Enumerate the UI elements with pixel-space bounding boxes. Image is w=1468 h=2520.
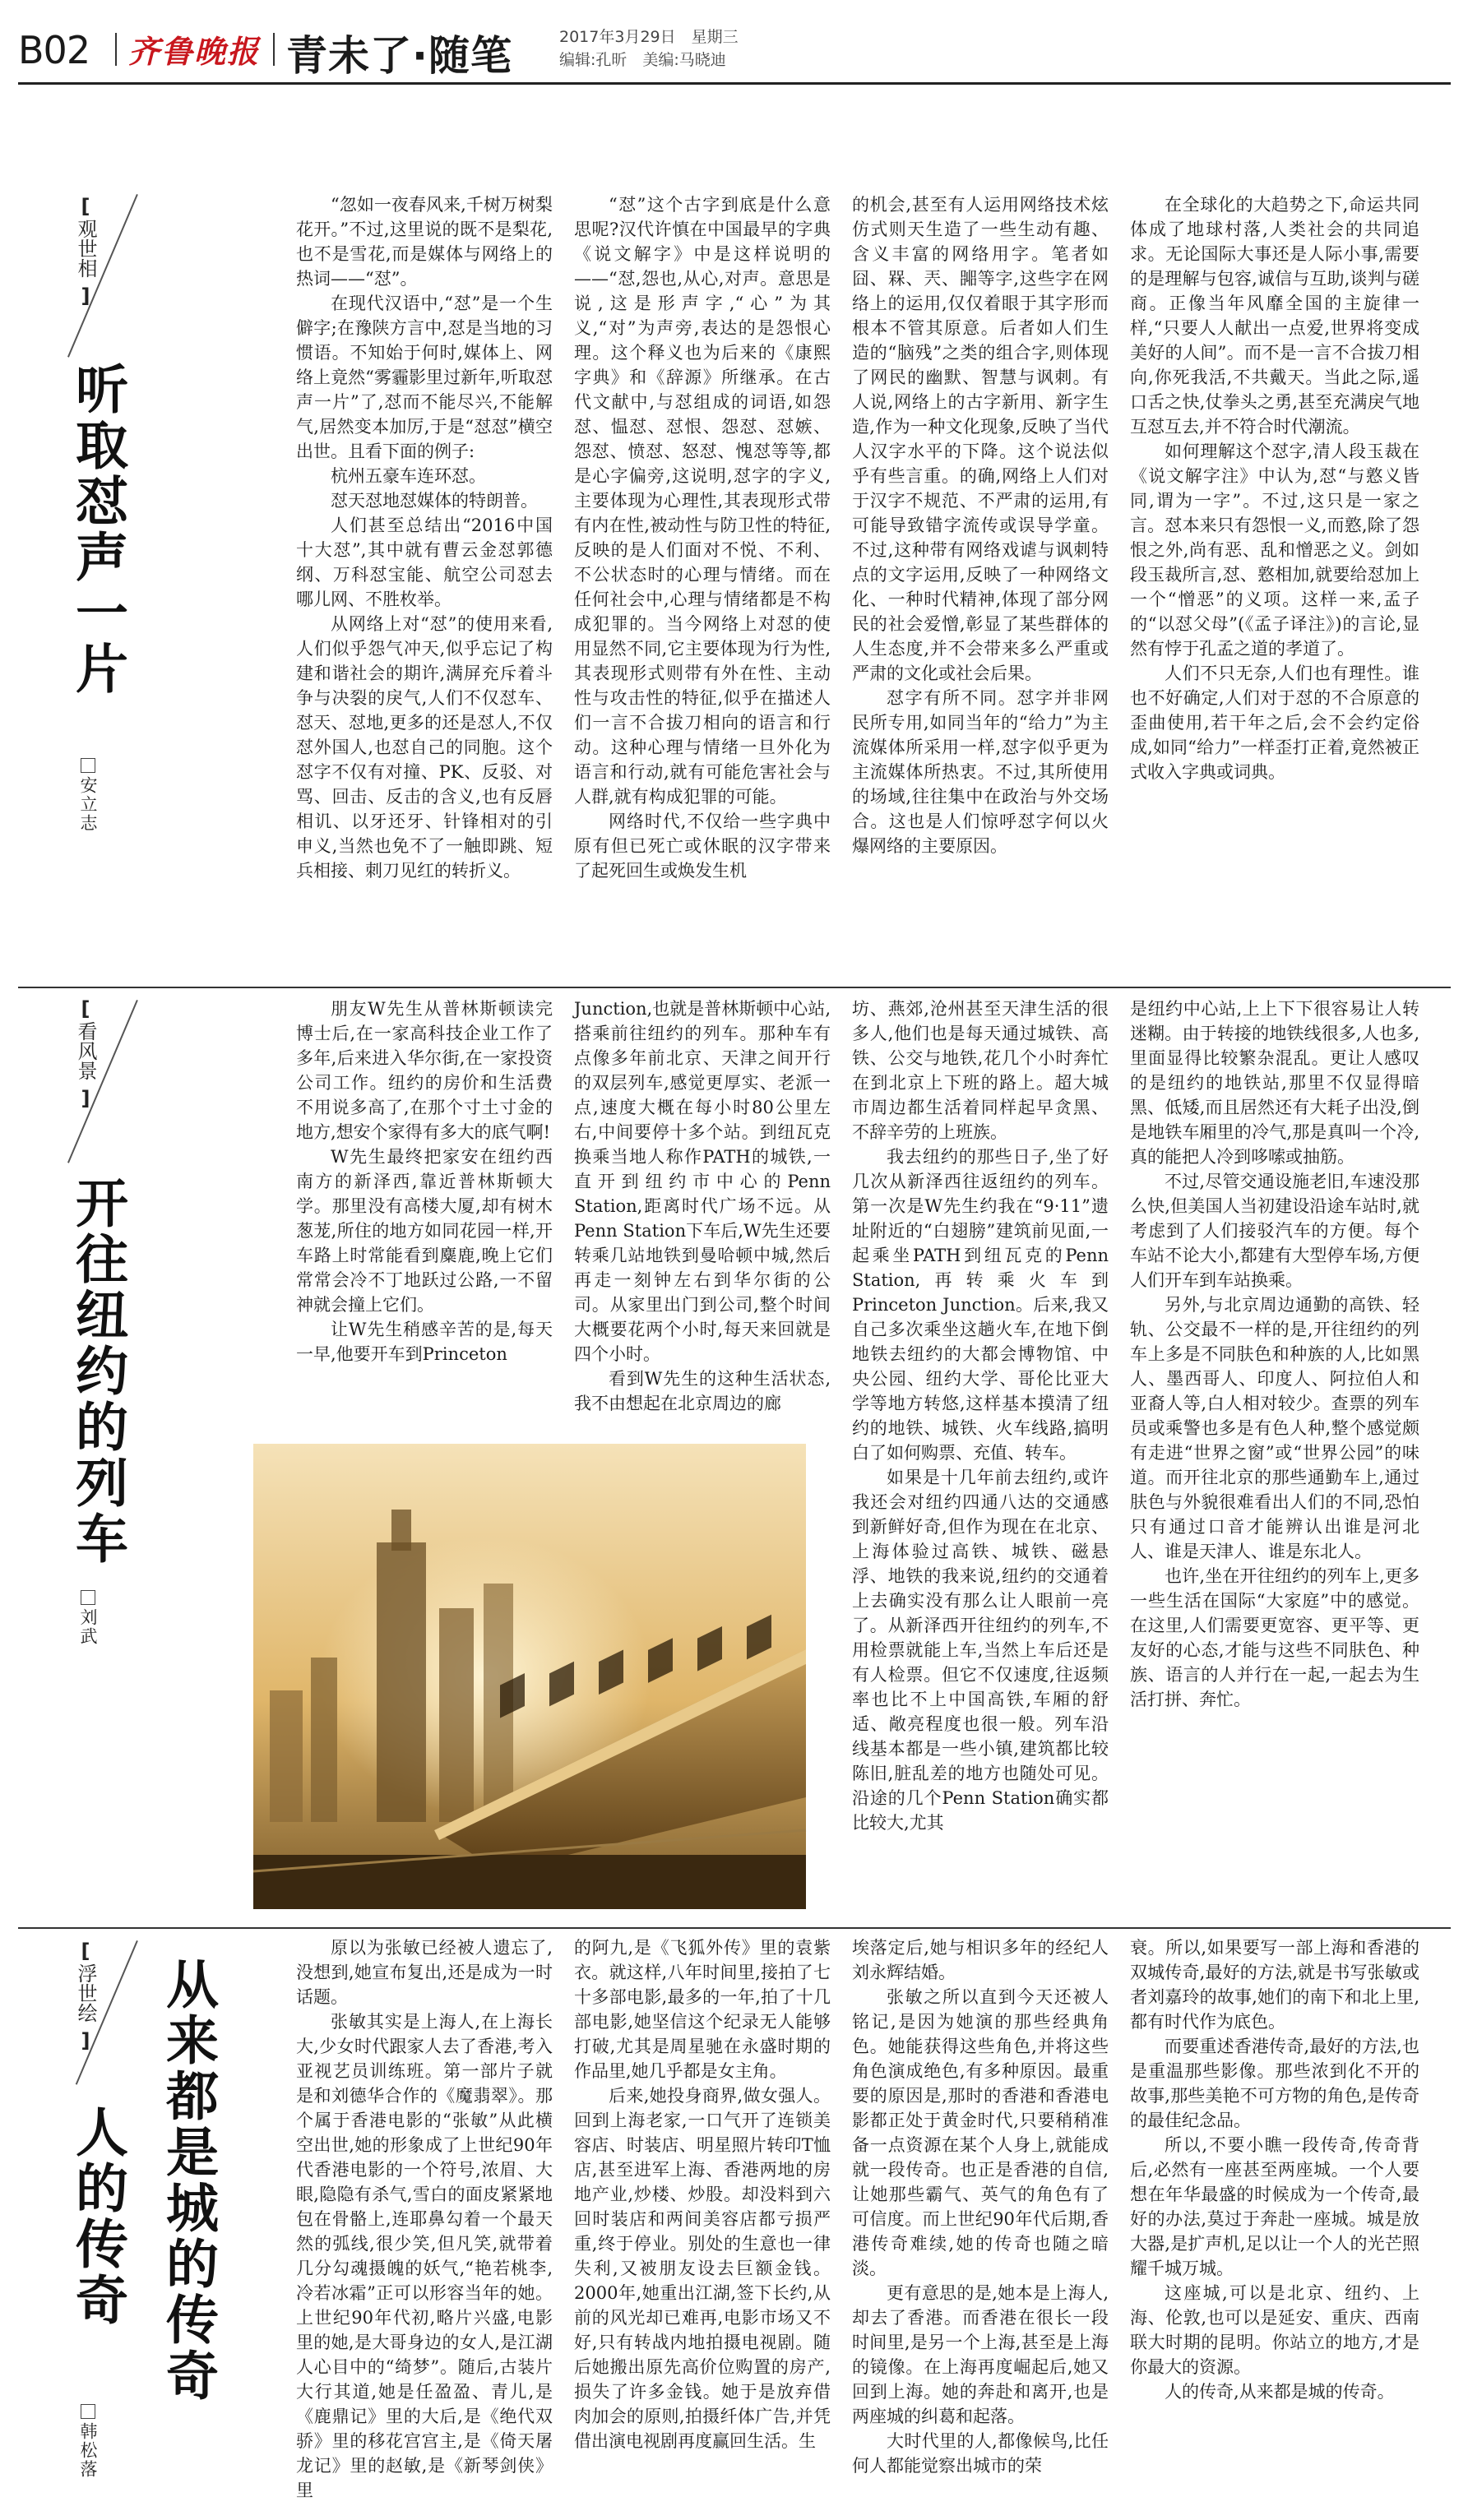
article-separator <box>18 1927 1451 1929</box>
article-body-col4: 是纽约中心站,上上下下很容易让人转迷糊。由于转接的地铁线很多,人也多,里面显得比较繁杂混乱。更让人感叹的是纽约的地铁站,那里不仅显得暗黑、低矮,而且居然还有大耗子出没,倒是地铁车厢里的冷气,那是真叫一个冷,真的能把人冷到哆嗦或抽筋。 不过,尽管交通设施老旧,车速没那么快,但美国人当初建设沿途车站时,就考虑到了人们接驳汽车的方便。每个车站不论大小,都建有大型停车场,方便人们开车到车站换乘。 另外,与北京周边通勤的高铁、轻轨、公交最不一样的是,开往纽约的列车上多是不同肤色和种族的人,比如黑人、墨西哥人、印度人、阿拉伯人和亚裔人等,白人相对较少。查票的列车员或乘警也多是有色人种,整个感觉颇有走进“世界之窗”或“世界公园”的味道。而开往北京的那些通勤车上,通过肤色与外貌很难看出人们的不同,恐怕只有通过口音才能辨认出谁是河北人、谁是天津人、谁是东北人。 也许,坐在开往纽约的列车上,更多一些生活在国际“大家庭”中的感觉。在这里,人们需要更宽容、更平等、更友好的心态,才能与这些不同肤色、种族、语言的人并行在一起,一起去为生活打拼、奔忙。 <box>1130 999 1419 1709</box>
article-body-col1: “忽如一夜春风来,千树万树梨花开。”不过,这里说的既不是梨花,也不是雪花,而是媒体与网络上的热词——“怼”。 在现代汉语中,“怼”是一个生僻字;在豫陕方言中,怼是当地的习惯语。不知始于何时,媒体上、网络上竟然“雾霾影里过新年,听取怼声一片”了,怼而不能尽兴,不能解气,居然变本加厉,于是“怼怼”横空出世。且看下面的例子: 杭州五豪车连环怼。 怼天怼地怼媒体的特朗普。 人们甚至总结出“2016中国十大怼”,其中就有曹云金怼郭德纲、万科怼宝能、航空公司怼去哪儿网、不胜枚举。 从网络上对“怼”的使用来看,人们似乎怨气冲天,似乎忘记了构建和谐社会的期许,满屏充斥着斗争与决裂的戾气,人们不仅怼车、怼天、怼地,更多的还是怼人,不仅怼外国人,也怼自己的同胞。这个怼字不仅有对撞、PK、反驳、对骂、回击、反击的含义,也有反唇相讥、以牙还牙、针锋相对的引申义,当然也免不了一触即跳、短兵相接、刺刀见红的转折义。 <box>296 195 553 881</box>
issue-date: 2017年3月29日 星期三 <box>559 28 739 46</box>
byline: 安立志 <box>76 758 100 833</box>
article-body-col1: 朋友W先生从普林斯顿读完博士后,在一家高科技企业工作了多年,后来进入华尔街,在一家投资公司工作。纽约的房价和生活费不用说多高了,在那个寸土寸金的地方,想安个家得有多大的底气啊! W先生最终把家安在纽约西南方的新泽西,靠近普林斯顿大学。那里没有高楼大厦,却有树木葱茏,所住的地方如同花园一样,开车路上时常能看到麋鹿,晚上它们常常会冷不丁地跃过公路,一不留神就会撞上它们。 让W先生稍感辛苦的是,每天一早,他要开车到Princeton <box>296 999 553 1364</box>
byline: 刘武 <box>76 1590 100 1646</box>
newspaper-logo: 齐鲁晚报 <box>128 33 261 70</box>
editor-credits: 编辑:孔昕 美编:马晓迪 <box>559 51 726 69</box>
masthead-rule <box>18 82 1451 85</box>
masthead-divider <box>115 33 117 66</box>
article-title: 听取怼声一片 <box>67 362 127 697</box>
article-body-col3: 坊、燕郊,沧州甚至天津生活的很多人,他们也是每天通过城铁、高铁、公交与地铁,花几个小时奔忙在到北京上下班的路上。超大城市周边都生活着同样起早贪黑、不辞辛劳的上班族。 我去纽约的那些日子,坐了好几次从新泽西往返纽约的列车。第一次是W先生约我在“9·11”遗址附近的“白翅膀”建筑前见面,一起乘坐PATH到纽瓦克的Penn Station,再转乘火车到Princeton Junction。后来,我又自己多次乘坐这趟火车,在地下倒地铁去纽约的大都会博物馆、中央公园、纽约大学、哥伦比亚大学等地方转悠,这样基本摸清了纽约的地铁、城铁、火车线路,搞明白了如何购票、充值、转车。 如果是十几年前去纽约,或许我还会对纽约四通八达的交通感到新鲜好奇,但作为现在在北京、上海体验过高铁、城铁、磁悬浮、地铁的我来说,纽约的交通着上去确实没有那么让人眼前一亮了。从新泽西开往纽约的列车,不用检票就能上车,当然上车后还是有人检票。但它不仅速度,往返频率也比不上中国高铁,车厢的舒适、敞亮程度也很一般。列车沿线基本都是一些小镇,建筑都比较陈旧,脏乱差的地方也随处可见。沿途的几个Penn Station确实都比较大,尤其 <box>852 999 1109 1833</box>
article-title: 开往纽约的列车 <box>67 1176 127 1567</box>
article-title-line2: 人的传奇 <box>67 2105 127 2328</box>
byline: 韩松落 <box>76 2404 100 2479</box>
article-body-col2: “怼”这个古字到底是什么意思呢?汉代许慎在中国最早的字典《说文解字》中是这样说明的——“怼,怨也,从心,对声。意思是说,这是形声字,“心”为其义,“对”为声旁,表达的是怨恨心理。这个释义也为后来的《康熙字典》和《辞源》所继承。在古代文献中,与怼组成的词语,如怨怼、愠怼、怼恨、怨怼、怼嫉、怨怼、愤怼、怒怼、愧怼等等,都是心字偏旁,这说明,怼字的字义,主要体现为心理性,其表现形式带有内在性,被动性与防卫性的特征,反映的是人们面对不悦、不利、不公状态时的心理与情绪。而在任何社会中,心理与情绪都是不构成犯罪的。当今网络上对怼的使用显然不同,它主要体现为行为性,其表现形式则带有外在性、主动性与攻击性的特征,似乎在描述人们一言不合拔刀相向的语言和行动。这种心理与情绪一旦外化为语言和行动,就有可能危害社会与人群,就有构成犯罪的可能。 网络时代,不仅给一些字典中原有但已死亡或休眠的汉字带来了起死回生或焕发生机 <box>574 195 831 881</box>
article-body-col1: 原以为张敏已经被人遗忘了,没想到,她宣布复出,还是成为一时话题。 张敏其实是上海人,在上海长大,少女时代跟家人去了香港,考入亚视艺员训练班。第一部片子就是和刘德华合作的《魔翡翠》。那个属于香港电影的“张敏”从此横空出世,她的形象成了上世纪90年代香港电影的一个符号,浓眉、大眼,隐隐有杀气,雪白的面皮紧紧地包在骨骼上,连耶鼻勾着一个最天然的弧线,很少笑,但凡笑,就带着几分勾魂摄魄的妖气,“艳若桃李,冷若冰霜”正可以形容当年的她。上世纪90年代初,略片兴盛,电影里的她,是大哥身边的女人,是江湖人心目中的“绮梦”。随后,古装片大行其道,她是任盈盈、青儿,是《鹿鼎记》里的大后,是《绝代双骄》里的移花宫宫主,是《倚天屠龙记》里的赵敏,是《新琴剑侠》里 <box>296 1938 553 2500</box>
article-separator <box>18 987 1451 988</box>
page-number: B02 <box>18 28 90 72</box>
column-tag: [ 观世相 ] <box>74 195 97 307</box>
article-body-col3: 埃落定后,她与相识多年的经纪人刘永辉结婚。 张敏之所以直到今天还被人铭记,是因为她演的那些经典角色。她能获得这些角色,并将这些角色演成绝色,有多种原因。最重要的原因是,那时的香港和香港电影都正处于黄金时代,只要稍稍准备一点资源在某个人身上,就能成就一段传奇。也正是香港的自信,让她那些霸气、英气的角色有了可信度。而上世纪90年代后期,香港传奇难续,她的传奇也随之暗淡。 更有意思的是,她本是上海人,却去了香港。而香港在很长一段时间里,是另一个上海,甚至是上海的镜像。在上海再度崛起后,她又回到上海。她的奔赴和离开,也是两座城的纠葛和起落。 大时代里的人,都像候鸟,比任何人都能觉察出城市的荣 <box>852 1938 1109 2476</box>
article-body-col2: 的阿九,是《飞狐外传》里的袁紫衣。就这样,八年时间里,接拍了七十多部电影,最多的一年,拍了十几部电影,她坚信这个纪录无人能够打破,尤其是周星驰在永盛时期的作品里,她几乎都是女主角。 后来,她投身商界,做女强人。回到上海老家,一口气开了连锁美容店、时装店、明星照片转印T恤店,甚至进军上海、香港两地的房地产业,炒楼、炒股。却没料到六回时装店和两间美容店都亏损严重,终于停业。别处的生意也一律失利,又被朋友设去巨额金钱。2000年,她重出江湖,签下长约,从前的风光却已难再,电影市场又不好,只有转战内地拍摄电视剧。随后她搬出原先高价位购置的房产,损失了许多金钱。她于是放弃借肉加会的原则,拍摄纤体广告,并凭借出演电视剧再度赢回生活。生 <box>574 1938 831 2451</box>
train-photo <box>253 1444 806 1909</box>
section-title: 青未了·随笔 <box>286 32 512 80</box>
article-body-col4: 衰。所以,如果要写一部上海和香港的双城传奇,最好的方法,就是书写张敏或者刘嘉玲的故事,她们的南下和北上里,都有时代作为底色。 而要重述香港传奇,最好的方法,也是重温那些影像。那些浓到化不开的故事,那些美艳不可方物的角色,是传奇的最佳纪念品。 所以,不要小瞧一段传奇,传奇背后,必然有一座甚至两座城。一个人要想在年华最盛的时候成为一个传奇,最好的办法,莫过于奔赴一座城。城是放大器,是扩声机,足以让一个人的光芒照耀千城万城。 这座城,可以是北京、纽约、上海、伦敦,也可以是延安、重庆、西南联大时期的昆明。你站立的地方,才是你最大的资源。 人的传奇,从来都是城的传奇。 <box>1130 1938 1419 2402</box>
article-body-col4: 在全球化的大趋势之下,命运共同体成了地球村落,人类社会的共同追求。无论国际大事还是人际小事,需要的是理解与包容,诚信与互助,谈判与磋商。正像当年风靡全国的主旋律一样,“只要人人献出一点爱,世界将变成美好的人间”。而不是一言不合拔刀相向,你死我活,不共戴天。当此之际,遥口舌之快,仗拳头之勇,甚至充满戾气地互怼互去,并不符合时代潮流。 如何理解这个怼字,清人段玉裁在《说文解字注》中认为,怼“与憝义皆同,谓为一字”。不过,这只是一家之言。怼本来只有怨恨一义,而憝,除了怨恨之外,尚有恶、乱和憎恶之义。剑如段玉裁所言,怼、憝相加,就要给怼加上一个“憎恶”的义项。这样一来,孟子的“以怼父母”(《孟子译注》)的言论,显然有悖于孔孟之道的孝道了。 人们不只无奈,人们也有理性。谁也不好确定,人们对于怼的不合原意的歪曲使用,若干年之后,会不会约定俗成,如同“给力”一样歪打正着,竟然被正式收入字典或词典。 <box>1130 195 1419 782</box>
article-title-line1: 从来都是城的传奇 <box>157 1957 218 2404</box>
train-photo-graphic <box>253 1444 806 1909</box>
column-tag: [ 看风景 ] <box>74 997 97 1110</box>
column-tag: [ 浮世绘 ] <box>74 1940 97 2052</box>
article-body-col2: Junction,也就是普林斯顿中心站,搭乘前往纽约的列车。那种车有点像多年前北京、天津之间开行的双层列车,感觉更厚实、老派一点,速度大概在每小时80公里左右,中间要停十多个站。到纽瓦克换乘当地人称作PATH的城铁,一直开到纽约市中心的Penn Station,距离时代广场不远。从Penn Station下车后,W先生还要转乘几站地铁到曼哈顿中城,然后再走一刻钟左右到华尔街的公司。从家里出门到公司,整个时间大概要花两个小时,每天来回就是四个小时。 看到W先生的这种生活状态,我不由想起在北京周边的廊 <box>574 999 831 1413</box>
masthead-divider <box>273 33 275 66</box>
article-body-col3: 的机会,甚至有人运用网络技术炫仿式则天生造了一些生动有趣、含义丰富的网络用字。笔者如囧、槑、兲、嘂等字,这些字在网络上的运用,仅仅着眼于其字形而根本不管其原意。后者如人们生造的“脑残”之类的组合字,则体现了网民的幽默、智慧与讽刺。有人说,网络上的古字新用、新字生造,作为一种文化现象,反映了当代人汉字水平的下降。这个说法似乎有些言重。的确,网络上人们对于汉字不规范、不严肃的运用,有可能导致错字流传或误导学童。不过,这种带有网络戏谑与讽刺特点的文字运用,反映了一种网络文化、一种时代精神,体现了部分网民的社会爱憎,彰显了某些群体的人生态度,并不会带来多么严重或严肃的文化或社会后果。 怼字有所不同。怼字并非网民所专用,如同当年的“给力”为主流媒体所采用一样,怼字似乎更为主流媒体所热衷。不过,其所使用的场域,往往集中在政治与外交场合。这也是人们惊呼怼字何以火爆网络的主要原因。 <box>852 195 1109 856</box>
